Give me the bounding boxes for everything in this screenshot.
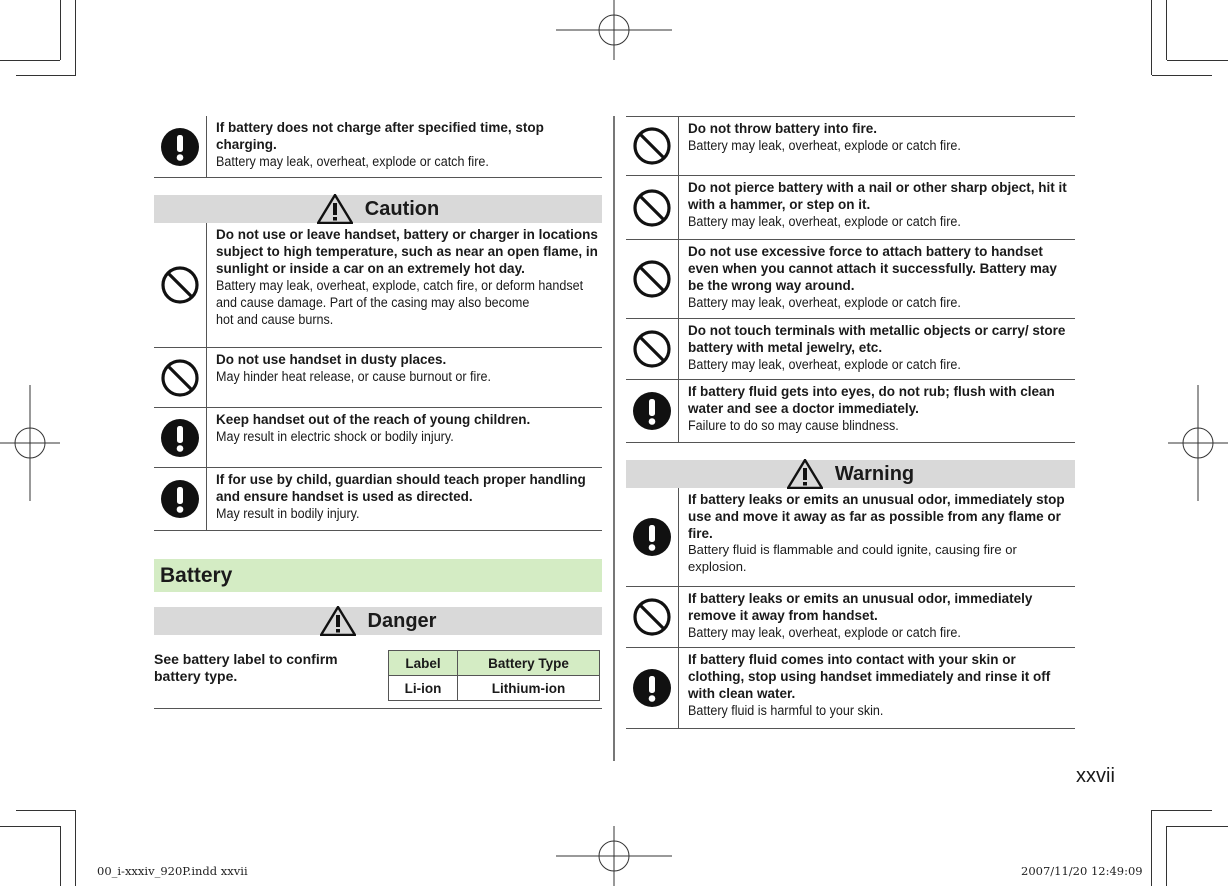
precaution-text <box>207 116 602 177</box>
crop-mark <box>1151 810 1152 886</box>
right-column <box>626 116 1075 729</box>
battery-table-header: Label <box>389 651 458 676</box>
precaution-detail: Battery may leak, overheat, explode, catch fire, or deform handset <box>216 278 584 293</box>
crop-mark <box>16 75 76 76</box>
precaution-row <box>154 116 602 178</box>
precaution-row <box>626 648 1075 729</box>
footer-timestamp: 2007/11/20 12:49:09 <box>1021 864 1143 878</box>
crop-mark <box>1167 60 1228 61</box>
precaution-text <box>207 468 602 530</box>
battery-type-block <box>154 635 602 709</box>
precaution-heading: Do not throw battery into fire. <box>688 121 877 136</box>
page-number: xxvii <box>1076 765 1115 787</box>
caution-rows <box>154 223 602 531</box>
precaution-heading: Do not touch terminals with metallic objects or carry/ store battery with metal jewelry, etc. <box>688 323 1066 355</box>
mandatory-icon <box>626 648 679 728</box>
precaution-detail: and cause damage. Part of the casing may also become <box>216 295 530 310</box>
precaution-text <box>679 648 1075 728</box>
right-top-rows <box>626 116 1075 443</box>
warning-triangle-icon <box>317 194 353 224</box>
crop-mark <box>0 826 60 827</box>
caution-band <box>154 195 602 223</box>
precaution-row <box>626 176 1075 240</box>
precaution-row <box>154 408 602 468</box>
precaution-detail: May result in bodily injury. <box>216 506 360 521</box>
precaution-text <box>207 348 512 407</box>
precaution-heading: If battery leaks or emits an unusual odor, immediately remove it away from handset. <box>688 591 1033 623</box>
precaution-row <box>626 587 1075 648</box>
precaution-heading: If battery fluid gets into eyes, do not rub; flush with clean water and see a doctor immediately. <box>688 384 1055 416</box>
precaution-detail: Battery may leak, overheat, explode or catch fire. <box>688 138 961 153</box>
precaution-detail: Battery may leak, overheat, explode or catch fire. <box>688 214 961 229</box>
crop-mark <box>60 0 61 60</box>
prohibited-icon <box>626 319 679 379</box>
crop-mark <box>1167 826 1228 827</box>
precaution-detail: Battery may leak, overheat, explode or catch fire. <box>688 357 961 372</box>
precaution-heading: If battery leaks or emits an unusual odor, immediately stop use and move it away as far as possible from any flame or fire. <box>688 492 1065 541</box>
crop-mark <box>1151 0 1152 75</box>
precaution-heading: If battery fluid comes into contact with your skin or clothing, stop using handset immediately and rinse it off with clean water. <box>688 652 1051 701</box>
precaution-heading: Do not use excessive force to attach battery to handset even when you cannot attach it successfully. Battery may be the wrong way around. <box>688 244 1057 293</box>
warning-label: Warning <box>834 462 915 485</box>
prohibited-icon <box>626 587 679 647</box>
danger-label: Danger <box>367 609 437 632</box>
danger-band <box>154 607 602 635</box>
precaution-text <box>679 240 1075 318</box>
footer-file-info: 00_i-xxxiv_920P.indd xxvii <box>97 864 248 878</box>
crop-mark <box>0 60 60 61</box>
warning-rows <box>626 488 1075 729</box>
crop-mark <box>1166 826 1167 886</box>
crop-mark <box>1152 75 1212 76</box>
precaution-row <box>626 240 1075 319</box>
precaution-text <box>679 319 1075 379</box>
precaution-text <box>679 117 981 175</box>
mandatory-icon <box>154 116 207 177</box>
left-column <box>154 116 602 709</box>
warning-triangle-icon <box>320 606 356 636</box>
precaution-row <box>626 117 1075 176</box>
precaution-row <box>154 468 602 531</box>
registration-mark-right <box>1168 385 1228 501</box>
prohibited-icon <box>626 117 679 175</box>
precaution-text <box>207 223 611 347</box>
mandatory-icon <box>154 408 207 467</box>
battery-table-cell: Li-ion <box>389 676 458 701</box>
mandatory-icon <box>626 488 679 586</box>
precaution-detail: Battery may leak, overheat, explode or catch fire. <box>216 154 489 169</box>
crop-mark <box>1152 810 1212 811</box>
mandatory-icon <box>626 380 679 442</box>
registration-mark-left <box>0 385 60 501</box>
precaution-detail: May result in electric shock or bodily injury. <box>216 429 454 444</box>
precaution-detail: Battery may leak, overheat, explode or catch fire. <box>688 625 961 640</box>
battery-table <box>388 650 600 701</box>
precaution-heading: Keep handset out of the reach of young children. <box>216 412 531 427</box>
battery-table-cell: Lithium-ion <box>458 676 600 701</box>
precaution-row <box>154 348 602 408</box>
crop-mark <box>16 810 76 811</box>
precaution-detail: May hinder heat release, or cause burnout or fire. <box>216 369 491 384</box>
column-divider <box>613 116 615 761</box>
precaution-detail: Battery fluid is flammable and could ignite, causing fire or explosion. <box>688 542 1017 574</box>
prohibited-icon <box>626 240 679 318</box>
precaution-text <box>679 587 1075 647</box>
precaution-heading: Do not use or leave handset, battery or charger in locations subject to high temperature, such as near an open flame, in sunlight or inside a car on an extremely hot day. <box>216 227 598 276</box>
warning-band <box>626 460 1075 488</box>
registration-mark-bottom <box>556 826 672 886</box>
mandatory-icon <box>154 468 207 530</box>
prohibited-icon <box>626 176 679 239</box>
precaution-detail: Battery may leak, overheat, explode or catch fire. <box>688 295 961 310</box>
precaution-text <box>679 176 1075 239</box>
precaution-text <box>679 380 1075 442</box>
crop-mark <box>75 810 76 886</box>
warning-triangle-icon <box>787 459 823 489</box>
registration-mark-top <box>556 0 672 60</box>
precaution-detail: Failure to do so may cause blindness. <box>688 418 899 433</box>
caution-label: Caution <box>364 197 440 220</box>
precaution-row <box>626 380 1075 443</box>
precaution-row <box>626 488 1075 587</box>
crop-mark <box>60 826 61 886</box>
precaution-text <box>679 488 1075 586</box>
precaution-detail: hot and cause burns. <box>216 312 334 327</box>
crop-mark <box>1166 0 1167 60</box>
crop-mark <box>75 0 76 75</box>
precaution-detail: Battery fluid is harmful to your skin. <box>688 703 884 718</box>
precaution-heading: If battery does not charge after specified time, stop charging. <box>216 120 544 152</box>
prohibited-icon <box>154 348 207 407</box>
prohibited-icon <box>154 223 207 347</box>
left-top-rows <box>154 116 602 178</box>
precaution-heading: If for use by child, guardian should teach proper handling and ensure handset is used as directed. <box>216 472 586 504</box>
precaution-heading: Do not pierce battery with a nail or other sharp object, hit it with a hammer, or step on it. <box>688 180 1067 212</box>
battery-note: See battery label to confirm battery type. <box>154 651 338 684</box>
precaution-row <box>626 319 1075 380</box>
battery-section-title: Battery <box>154 559 602 592</box>
precaution-text <box>207 408 530 467</box>
precaution-row <box>154 223 602 348</box>
battery-table-header: Battery Type <box>458 651 600 676</box>
precaution-heading: Do not use handset in dusty places. <box>216 352 447 367</box>
